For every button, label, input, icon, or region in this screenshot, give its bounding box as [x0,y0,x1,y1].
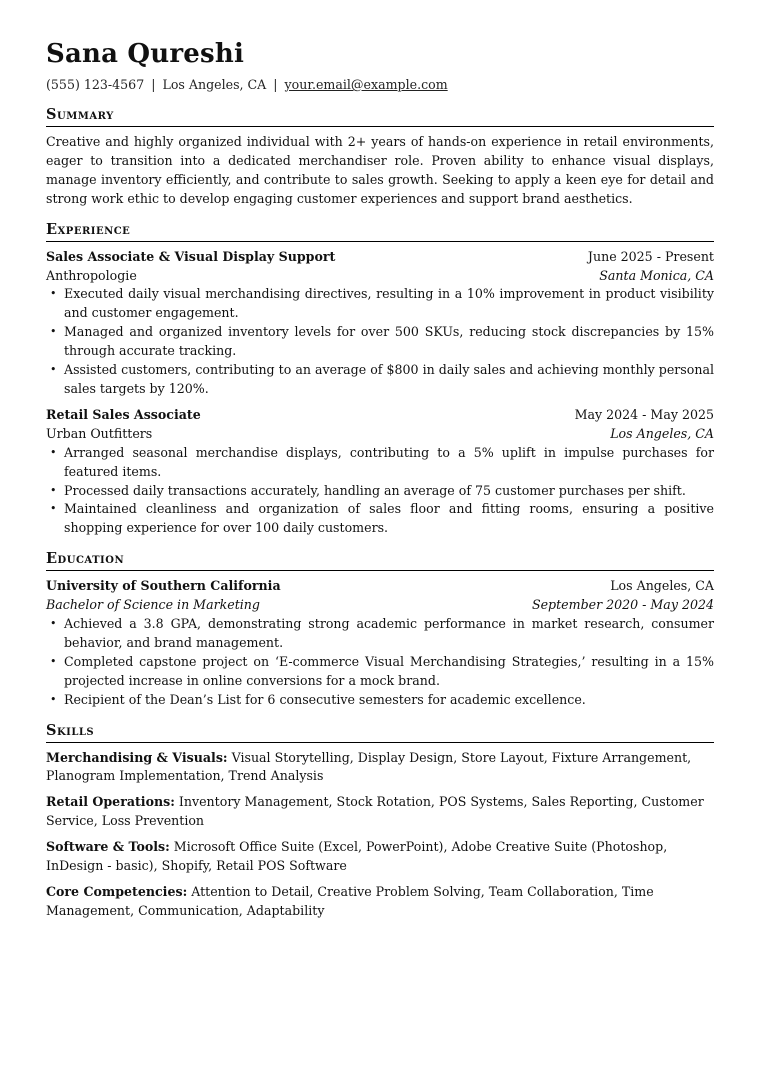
bullet-item: • Maintained cleanliness and organization of sales floor and fitting rooms, ensuring a positive shopping experience for over 100 daily customers. [64,500,714,538]
bullet-item: • Assisted customers, contributing to an average of $800 in daily sales and achieving monthly personal sales targets by 120%. [64,361,714,399]
company-name: Anthropologie [46,267,137,283]
job-title: Sales Associate & Visual Display Support [46,248,336,264]
job-location: Santa Monica, CA [599,267,714,283]
skill-label: Core Competencies: [46,884,188,899]
bullet-list [46,615,714,710]
skill-label: Software & Tools: [46,839,170,855]
section-title-skills: Skills [46,722,714,743]
school-name: University of Southern California [46,578,281,594]
skill-line [46,793,714,831]
experience-entry [46,406,714,538]
section-title-experience: Experience [46,221,714,242]
job-title: Retail Sales Associate [46,406,201,422]
email-link[interactable]: your.email@example.com [284,77,448,92]
bullet-item: • Achieved a 3.8 GPA, demonstrating strong academic performance in market research, consumer behavior, and brand management. [64,615,714,653]
skill-line [46,749,714,787]
bullet-item: • Executed daily visual merchandising directives, resulting in a 10% improvement in product visibility and customer engagement. [64,285,714,323]
skill-line [46,883,714,921]
entry-subheader [46,425,714,444]
phone-number: (555) 123-4567 [46,77,145,92]
education-dates: September 2020 - May 2024 [531,597,714,613]
experience-entry [46,248,714,399]
summary-text: Creative and highly organized individual with 2+ years of hands-on experience in retail environments, eager to transition into a dedicated merchandiser role. Proven ability to enhance visual displays, manage inventory efficiently, and contribute to sales growth. Seeking to apply a keen eye for detail and strong work ethic to develop engaging customer experiences and support brand aesthetics. [46,134,714,206]
degree: Bachelor of Science in Marketing [46,597,260,613]
candidate-name: Sana Qureshi [46,39,245,69]
separator: | [151,77,156,92]
skill-text: Visual Storytelling, Display Design, Store Layout, Fixture Arrangement, Planogram Implementation, Trend Analysis [46,749,692,784]
bullet-list [46,285,714,398]
job-location: Los Angeles, CA [610,425,714,441]
entry-subheader [46,596,714,615]
section-title-summary: Summary [46,106,714,127]
separator: | [273,77,278,92]
skill-line [46,838,714,876]
contact-line [46,76,714,94]
skill-text: Attention to Detail, Creative Problem Solving, Team Collaboration, Time Management, Communication, Adaptability [46,884,654,918]
entry-header [46,577,714,596]
skill-label: Retail Operations: [46,794,175,810]
bullet-list [46,444,714,539]
education-entry [46,577,714,709]
bullet-item: • Processed daily transactions accurately, handling an average of 75 customer purchases per shift. [64,482,714,501]
bullet-item: • Recipient of the Dean’s List for 6 consecutive semesters for academic excellence. [64,691,714,710]
skill-text: Inventory Management, Stock Rotation, POS Systems, Sales Reporting, Customer Service, Loss Prevention [46,794,704,829]
skill-label: Merchandising & Visuals: [46,749,228,765]
skill-text: Microsoft Office Suite (Excel, PowerPoint), Adobe Creative Suite (Photoshop, InDesign - basic), Shopify, Retail POS Software [46,839,668,874]
entry-header [46,248,714,267]
bullet-item: • Arranged seasonal merchandise displays, contributing to a 5% uplift in impulse purchases for featured items. [64,444,714,482]
company-name: Urban Outfitters [46,425,153,441]
bullet-item: • Completed capstone project on ‘E-commerce Visual Merchandising Strategies,’ resulting in a 15% projected increase in online conversions for a mock brand. [64,653,714,691]
entry-subheader [46,267,714,286]
bullet-item: • Managed and organized inventory levels for over 500 SKUs, reducing stock discrepancies by 15% through accurate tracking. [64,323,714,361]
job-dates: June 2025 - Present [587,248,714,264]
job-dates: May 2024 - May 2025 [574,406,714,422]
school-location: Los Angeles, CA [610,578,714,594]
entry-header [46,406,714,425]
section-title-education: Education [46,550,714,571]
location: Los Angeles, CA [162,77,267,92]
